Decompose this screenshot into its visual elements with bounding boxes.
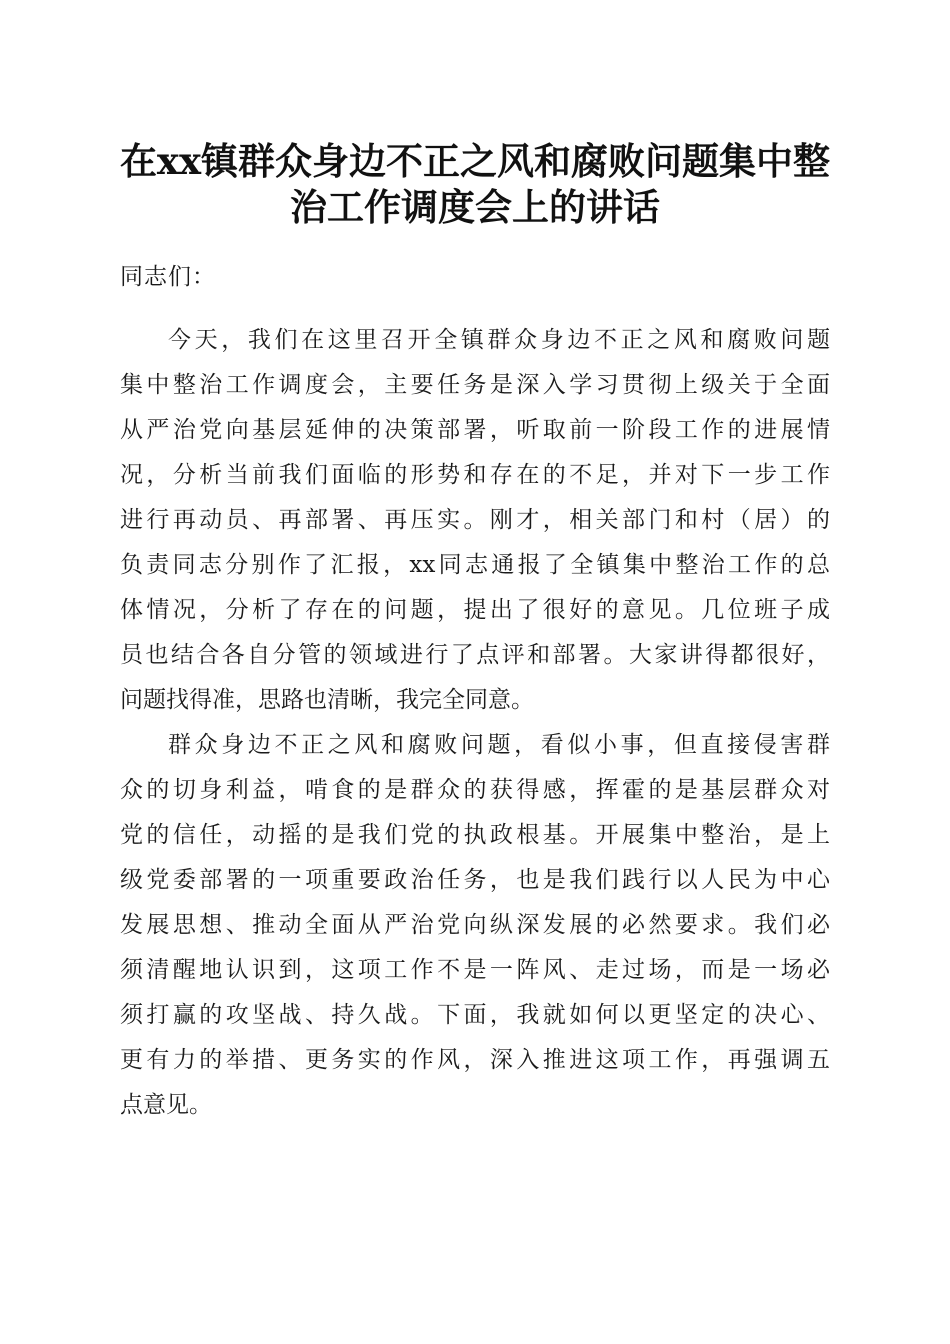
paragraph-1-line: 从严治党向基层延伸的决策部署，听取前一阶段工作的进展情 bbox=[120, 417, 830, 443]
paragraph-2 bbox=[120, 723, 830, 1128]
paragraph-1-line: 今天，我们在这里召开全镇群众身边不正之风和腐败问题 bbox=[168, 327, 830, 353]
paragraph-2-line: 级党委部署的一项重要政治任务，也是我们践行以人民为中心 bbox=[120, 867, 830, 893]
paragraph-2-line: 点意见。 bbox=[120, 1092, 212, 1118]
paragraph-2-line: 更有力的举措、更务实的作风，深入推进这项工作，再强调五 bbox=[120, 1047, 830, 1073]
paragraph-2-line: 发展思想、推动全面从严治党向纵深发展的必然要求。我们必 bbox=[120, 912, 830, 938]
paragraph-1-line: 体情况，分析了存在的问题，提出了很好的意见。几位班子成 bbox=[120, 597, 830, 623]
document-title-line-2: 治工作调度会上的讲话 bbox=[290, 185, 660, 229]
paragraph-2-line: 须清醒地认识到，这项工作不是一阵风、走过场，而是一场必 bbox=[120, 957, 830, 983]
paragraph-2-line: 党的信任，动摇的是我们党的执政根基。开展集中整治，是上 bbox=[120, 822, 830, 848]
document-title-line-1: 在xx镇群众身边不正之风和腐败问题集中整 bbox=[119, 139, 831, 183]
paragraph-1-line: 进行再动员、再部署、再压实。刚才，相关部门和村（居）的 bbox=[120, 507, 830, 533]
paragraph-1-line: 况，分析当前我们面临的形势和存在的不足，并对下一步工作 bbox=[120, 462, 830, 488]
paragraph-1-line: 问题找得准，思路也清晰，我完全同意。 bbox=[120, 687, 534, 713]
paragraph-2-line: 群众身边不正之风和腐败问题，看似小事，但直接侵害群 bbox=[168, 732, 830, 758]
salutation: 同志们： bbox=[120, 264, 216, 290]
paragraph-1 bbox=[120, 318, 830, 723]
paragraph-2-line: 众的切身利益，啃食的是群众的获得感，挥霍的是基层群众对 bbox=[120, 777, 830, 803]
paragraph-1-line: 员也结合各自分管的领域进行了点评和部署。大家讲得都很好， bbox=[120, 642, 830, 668]
paragraph-1-line: 集中整治工作调度会，主要任务是深入学习贯彻上级关于全面 bbox=[120, 372, 830, 398]
paragraph-2-line: 须打赢的攻坚战、持久战。下面，我就如何以更坚定的决心、 bbox=[120, 1002, 830, 1028]
paragraph-1-line: 负责同志分别作了汇报，xx同志通报了全镇集中整治工作的总 bbox=[120, 552, 830, 578]
